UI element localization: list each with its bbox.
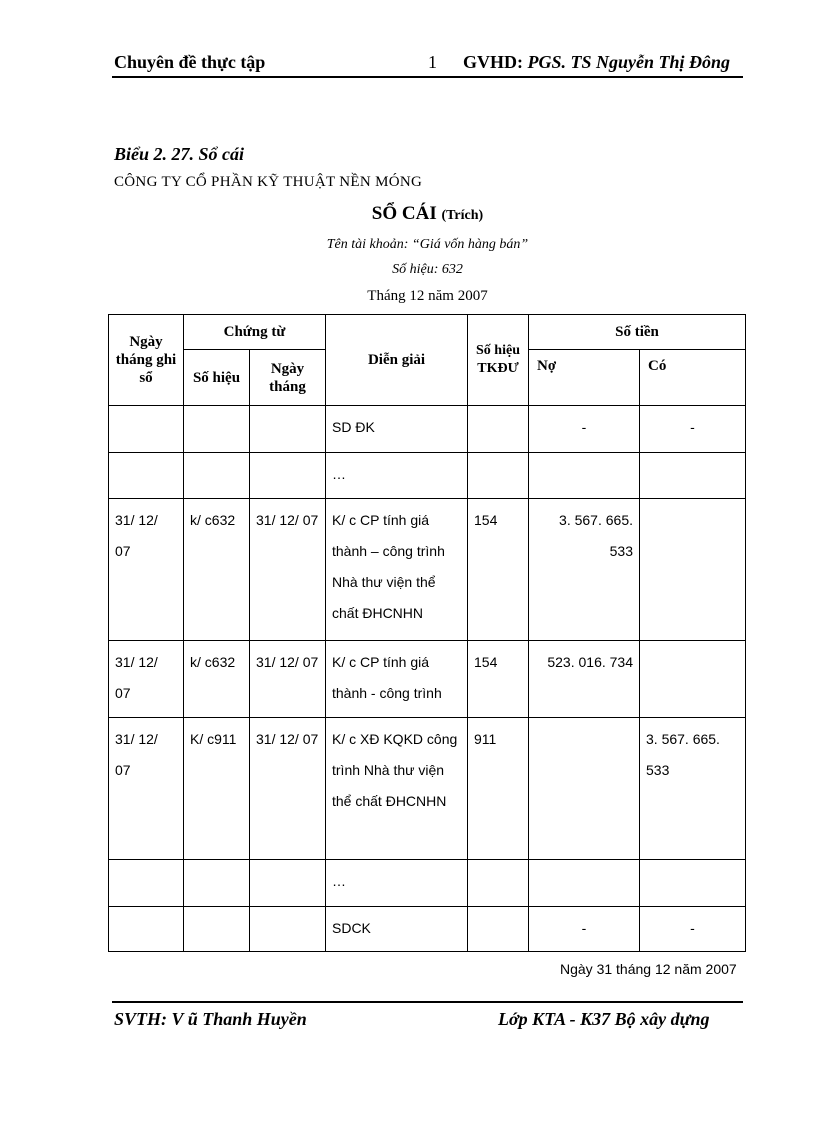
header-supervisor <box>463 52 730 73</box>
table-row <box>109 453 746 499</box>
row-credit <box>640 499 746 641</box>
figure-caption: Biểu 2. 27. Sổ cái <box>114 144 245 164</box>
row-voucher-no <box>184 406 250 453</box>
row-voucher-date: 31/ 12/ 07 <box>250 499 326 641</box>
ledger-title <box>0 203 816 225</box>
row-account: 154 <box>468 499 529 641</box>
row-credit <box>640 860 746 907</box>
table-row <box>109 718 746 860</box>
row-credit: 3. 567. 665. 533 <box>640 718 746 860</box>
supervisor-label: GVHD: <box>463 52 523 72</box>
row-voucher-no: K/ c911 <box>184 718 250 860</box>
header-description: Diễn giải <box>326 315 468 406</box>
row-credit: - <box>640 907 746 952</box>
row-account <box>468 907 529 952</box>
header-voucher: Chứng từ <box>184 315 326 350</box>
row-credit: - <box>640 406 746 453</box>
row-account <box>468 406 529 453</box>
footer-student: SVTH: V ũ Thanh Huyền <box>114 1009 307 1029</box>
ledger-table <box>108 314 746 952</box>
row-credit <box>640 641 746 718</box>
row-date <box>109 860 184 907</box>
row-debit <box>529 718 640 860</box>
row-description: SD ĐK <box>326 406 468 453</box>
row-voucher-no: k/ c632 <box>184 641 250 718</box>
header-amount: Số tiền <box>529 315 746 350</box>
row-voucher-no <box>184 907 250 952</box>
row-description: SDCK <box>326 907 468 952</box>
header-debit: Nợ <box>529 350 640 406</box>
row-description: … <box>326 453 468 499</box>
header-date: Ngày tháng ghi sổ <box>109 315 184 406</box>
table-row <box>109 907 746 952</box>
header-voucher-no: Số hiệu <box>184 350 250 406</box>
row-debit: - <box>529 406 640 453</box>
header-left-title: Chuyên đề thực tập <box>114 52 266 72</box>
row-account <box>468 860 529 907</box>
row-date: 31/ 12/ 07 <box>109 641 184 718</box>
ledger-title-sub: (Trích) <box>441 208 484 223</box>
row-date: 31/ 12/ 07 <box>109 499 184 641</box>
table-row <box>109 860 746 907</box>
row-debit: - <box>529 907 640 952</box>
footer-rule <box>112 1001 743 1003</box>
row-account: 911 <box>468 718 529 860</box>
row-credit <box>640 453 746 499</box>
row-date <box>109 907 184 952</box>
header-account: Số hiệu TKĐƯ <box>468 315 529 406</box>
row-voucher-date <box>250 406 326 453</box>
row-debit <box>529 860 640 907</box>
row-debit: 3. 567. 665. 533 <box>529 499 640 641</box>
period: Tháng 12 năm 2007 <box>367 288 488 304</box>
account-number: Số hiệu: 632 <box>392 262 463 277</box>
row-account: 154 <box>468 641 529 718</box>
row-voucher-no <box>184 860 250 907</box>
row-voucher-date: 31/ 12/ 07 <box>250 641 326 718</box>
supervisor-name: PGS. TS Nguyễn Thị Đông <box>527 52 731 72</box>
row-voucher-no: k/ c632 <box>184 499 250 641</box>
row-description: K/ c CP tính giá thành - công trình <box>326 641 468 718</box>
account-name: Tên tài khoản: “Giá vốn hàng bán” <box>326 237 529 252</box>
row-description: K/ c CP tính giá thành – công trình Nhà thư viện thể chất ĐHCNHN <box>326 499 468 641</box>
header-credit: Có <box>640 350 746 406</box>
signed-date: Ngày 31 tháng 12 năm 2007 <box>560 961 737 977</box>
header-voucher-date: Ngày tháng <box>250 350 326 406</box>
row-voucher-date <box>250 860 326 907</box>
row-description: K/ c XĐ KQKD công trình Nhà thư viện thể chất ĐHCNHN <box>326 718 468 860</box>
row-voucher-no <box>184 453 250 499</box>
footer-class: Lớp KTA - K37 Bộ xây dựng <box>498 1009 710 1029</box>
table-row <box>109 499 746 641</box>
row-debit: 523. 016. 734 <box>529 641 640 718</box>
header-rule <box>112 76 743 78</box>
row-date: 31/ 12/ 07 <box>109 718 184 860</box>
row-date <box>109 453 184 499</box>
row-account <box>468 453 529 499</box>
row-voucher-date <box>250 453 326 499</box>
table-row <box>109 641 746 718</box>
page-number: 1 <box>428 52 437 72</box>
company-name: CÔNG TY CỔ PHẦN KỸ THUẬT NỀN MÓNG <box>114 174 423 190</box>
row-date <box>109 406 184 453</box>
row-voucher-date: 31/ 12/ 07 <box>250 718 326 860</box>
row-voucher-date <box>250 907 326 952</box>
row-debit <box>529 453 640 499</box>
row-description: … <box>326 860 468 907</box>
table-row <box>109 406 746 453</box>
ledger-title-main: SỔ CÁI <box>371 203 437 224</box>
